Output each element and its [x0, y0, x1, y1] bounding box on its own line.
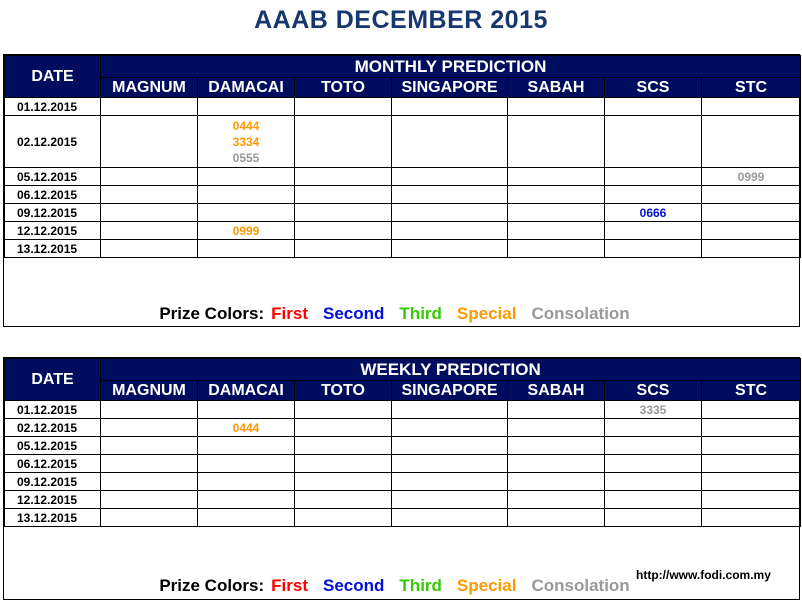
- prediction-cell-damacai: [198, 98, 295, 116]
- date-cell: 12.12.2015: [5, 491, 101, 509]
- prediction-cell-stc: [702, 491, 801, 509]
- prediction-cell-magnum: [101, 437, 198, 455]
- table-row: [5, 455, 801, 473]
- prediction-cell-stc: [702, 509, 801, 527]
- date-cell: 13.12.2015: [5, 509, 101, 527]
- prediction-cell-toto: [295, 509, 392, 527]
- date-cell: 09.12.2015: [5, 204, 101, 222]
- column-header-magnum: MAGNUM: [101, 381, 198, 401]
- prediction-cell-scs: [605, 491, 702, 509]
- prediction-cell-damacai: [198, 401, 295, 419]
- date-cell: 01.12.2015: [5, 98, 101, 116]
- prediction-cell-scs: [605, 240, 702, 258]
- prediction-cell-damacai: [198, 509, 295, 527]
- column-header-singapore: SINGAPORE: [392, 381, 508, 401]
- prediction-cell-singapore: [392, 204, 508, 222]
- monthly-prediction-table: [4, 55, 801, 258]
- weekly-date-header: DATE: [5, 359, 101, 401]
- date-cell: 13.12.2015: [5, 240, 101, 258]
- table-row: [5, 401, 801, 419]
- predicted-number: 0999: [737, 169, 765, 184]
- table-row: [5, 98, 801, 116]
- date-cell: 01.12.2015: [5, 401, 101, 419]
- table-row: [5, 437, 801, 455]
- prediction-cell-stc: [702, 98, 801, 116]
- table-row: [5, 168, 801, 186]
- table-row: [5, 473, 801, 491]
- prediction-cell-stc: [702, 204, 801, 222]
- weekly-header-row: [5, 359, 801, 381]
- prediction-cell-scs: [605, 98, 702, 116]
- prediction-cell-toto: [295, 437, 392, 455]
- legend-item-consolation: Consolation: [531, 304, 630, 323]
- prediction-cell-damacai: [198, 116, 295, 168]
- prediction-cell-singapore: [392, 509, 508, 527]
- column-header-toto: TOTO: [295, 78, 392, 98]
- table-row: [5, 116, 801, 168]
- monthly-prize-colors-legend: [4, 304, 800, 324]
- prediction-cell-damacai: [198, 222, 295, 240]
- prediction-cell-damacai: [198, 455, 295, 473]
- prediction-cell-magnum: [101, 401, 198, 419]
- prediction-cell-scs: [605, 401, 702, 419]
- prediction-cell-magnum: [101, 98, 198, 116]
- page-title: AAAB DECEMBER 2015: [254, 6, 548, 34]
- column-header-damacai: DAMACAI: [198, 78, 295, 98]
- prediction-cell-scs: [605, 509, 702, 527]
- prediction-cell-magnum: [101, 186, 198, 204]
- prediction-cell-damacai: [198, 186, 295, 204]
- prediction-cell-stc: [702, 116, 801, 168]
- prediction-cell-singapore: [392, 437, 508, 455]
- predicted-number: 0999: [232, 223, 260, 238]
- prediction-cell-magnum: [101, 240, 198, 258]
- prediction-cell-toto: [295, 401, 392, 419]
- prediction-cell-singapore: [392, 186, 508, 204]
- prediction-cell-damacai: [198, 437, 295, 455]
- weekly-prediction-section: [3, 357, 800, 600]
- date-cell: 02.12.2015: [5, 116, 101, 168]
- column-header-sabah: SABAH: [508, 381, 605, 401]
- prediction-cell-stc: [702, 240, 801, 258]
- prediction-cell-damacai: [198, 240, 295, 258]
- prediction-cell-sabah: [508, 204, 605, 222]
- prediction-cell-scs: [605, 204, 702, 222]
- monthly-title: MONTHLY PREDICTION: [101, 56, 801, 78]
- prediction-cell-toto: [295, 491, 392, 509]
- table-row: [5, 204, 801, 222]
- prediction-cell-sabah: [508, 98, 605, 116]
- column-header-stc: STC: [702, 78, 801, 98]
- prediction-cell-sabah: [508, 437, 605, 455]
- date-cell: 06.12.2015: [5, 186, 101, 204]
- prediction-cell-toto: [295, 168, 392, 186]
- prediction-cell-toto: [295, 455, 392, 473]
- prediction-cell-sabah: [508, 473, 605, 491]
- prediction-cell-scs: [605, 168, 702, 186]
- legend-item-first: First: [271, 304, 309, 323]
- column-header-scs: SCS: [605, 381, 702, 401]
- weekly-prediction-table: [4, 358, 801, 527]
- predicted-number: 0444: [232, 118, 260, 133]
- prediction-cell-toto: [295, 473, 392, 491]
- prediction-cell-sabah: [508, 240, 605, 258]
- prediction-cell-magnum: [101, 419, 198, 437]
- legend-item-second: Second: [323, 304, 385, 323]
- prediction-cell-stc: [702, 473, 801, 491]
- monthly-prediction-section: [3, 54, 800, 327]
- prediction-cell-sabah: [508, 222, 605, 240]
- weekly-column-header-row: [5, 381, 801, 401]
- predicted-number: 0555: [232, 150, 260, 165]
- prediction-cell-sabah: [508, 491, 605, 509]
- weekly-title: WEEKLY PREDICTION: [101, 359, 801, 381]
- table-row: [5, 186, 801, 204]
- monthly-date-header: DATE: [5, 56, 101, 98]
- column-header-scs: SCS: [605, 78, 702, 98]
- prediction-cell-singapore: [392, 401, 508, 419]
- table-row: [5, 222, 801, 240]
- prediction-cell-sabah: [508, 455, 605, 473]
- prediction-cell-toto: [295, 222, 392, 240]
- table-row: [5, 491, 801, 509]
- prediction-cell-singapore: [392, 168, 508, 186]
- table-row: [5, 419, 801, 437]
- date-cell: 05.12.2015: [5, 168, 101, 186]
- prediction-cell-stc: [702, 401, 801, 419]
- prize-colors-label: Prize Colors:: [159, 304, 265, 323]
- prediction-cell-toto: [295, 116, 392, 168]
- legend-item-second: Second: [323, 576, 385, 595]
- prediction-cell-singapore: [392, 222, 508, 240]
- monthly-header-row: [5, 56, 801, 78]
- prediction-cell-magnum: [101, 222, 198, 240]
- prize-colors-label: Prize Colors:: [159, 576, 265, 595]
- footer-url: http://www.fodi.com.my: [636, 568, 771, 582]
- prediction-cell-stc: [702, 455, 801, 473]
- legend-item-special: Special: [456, 304, 517, 323]
- predicted-number: 0666: [639, 205, 667, 220]
- legend-item-first: First: [271, 576, 309, 595]
- prediction-cell-singapore: [392, 240, 508, 258]
- prediction-cell-stc: [702, 222, 801, 240]
- prediction-cell-damacai: [198, 491, 295, 509]
- prediction-cell-magnum: [101, 509, 198, 527]
- prediction-cell-scs: [605, 473, 702, 491]
- prediction-cell-sabah: [508, 186, 605, 204]
- date-cell: 09.12.2015: [5, 473, 101, 491]
- legend-item-third: Third: [399, 304, 442, 323]
- prediction-cell-scs: [605, 455, 702, 473]
- prediction-cell-scs: [605, 186, 702, 204]
- column-header-singapore: SINGAPORE: [392, 78, 508, 98]
- prediction-cell-toto: [295, 419, 392, 437]
- prediction-cell-stc: [702, 168, 801, 186]
- prediction-cell-sabah: [508, 419, 605, 437]
- prediction-cell-magnum: [101, 455, 198, 473]
- prediction-cell-sabah: [508, 401, 605, 419]
- prediction-cell-magnum: [101, 491, 198, 509]
- prediction-cell-singapore: [392, 491, 508, 509]
- predicted-number: 0444: [232, 420, 260, 435]
- prediction-cell-singapore: [392, 455, 508, 473]
- monthly-column-header-row: [5, 78, 801, 98]
- prediction-cell-stc: [702, 186, 801, 204]
- prediction-cell-scs: [605, 437, 702, 455]
- prediction-cell-damacai: [198, 419, 295, 437]
- prediction-cell-damacai: [198, 473, 295, 491]
- prediction-cell-damacai: [198, 168, 295, 186]
- prediction-cell-magnum: [101, 204, 198, 222]
- prediction-cell-magnum: [101, 473, 198, 491]
- prediction-cell-singapore: [392, 98, 508, 116]
- prediction-cell-toto: [295, 204, 392, 222]
- prediction-cell-toto: [295, 98, 392, 116]
- predicted-number: 3335: [639, 402, 667, 417]
- prediction-cell-stc: [702, 437, 801, 455]
- prediction-cell-sabah: [508, 509, 605, 527]
- predicted-number: 3334: [232, 134, 260, 149]
- column-header-sabah: SABAH: [508, 78, 605, 98]
- prediction-cell-singapore: [392, 473, 508, 491]
- prediction-cell-sabah: [508, 116, 605, 168]
- prediction-cell-scs: [605, 222, 702, 240]
- date-cell: 12.12.2015: [5, 222, 101, 240]
- legend-item-third: Third: [399, 576, 442, 595]
- column-header-toto: TOTO: [295, 381, 392, 401]
- prediction-cell-magnum: [101, 116, 198, 168]
- prediction-cell-magnum: [101, 168, 198, 186]
- prediction-cell-singapore: [392, 116, 508, 168]
- column-header-magnum: MAGNUM: [101, 78, 198, 98]
- legend-item-consolation: Consolation: [531, 576, 630, 595]
- prediction-cell-singapore: [392, 419, 508, 437]
- prediction-cell-scs: [605, 116, 702, 168]
- date-cell: 02.12.2015: [5, 419, 101, 437]
- legend-item-special: Special: [456, 576, 517, 595]
- table-row: [5, 240, 801, 258]
- prediction-cell-scs: [605, 419, 702, 437]
- date-cell: 05.12.2015: [5, 437, 101, 455]
- prediction-cell-toto: [295, 186, 392, 204]
- column-header-damacai: DAMACAI: [198, 381, 295, 401]
- table-row: [5, 509, 801, 527]
- column-header-stc: STC: [702, 381, 801, 401]
- date-cell: 06.12.2015: [5, 455, 101, 473]
- prediction-cell-toto: [295, 240, 392, 258]
- prediction-cell-stc: [702, 419, 801, 437]
- prediction-cell-sabah: [508, 168, 605, 186]
- prediction-cell-damacai: [198, 204, 295, 222]
